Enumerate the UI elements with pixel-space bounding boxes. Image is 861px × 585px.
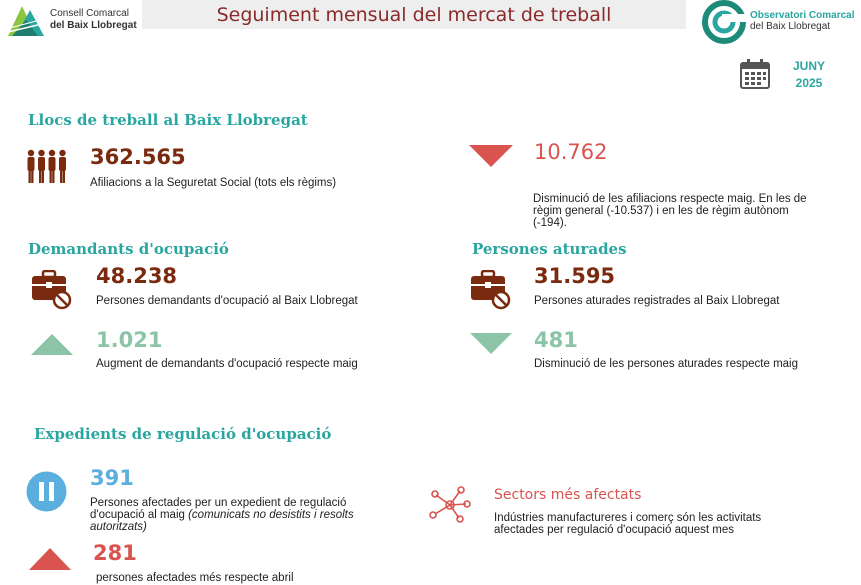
network-icon: [428, 486, 472, 524]
observatori-name-line2: del Baix Llobregat: [750, 21, 831, 32]
consell-logo: [6, 2, 136, 38]
page-title: Seguiment mensual del mercat de treball: [216, 4, 612, 26]
consell-name-line1: Consell Comarcal: [50, 8, 129, 19]
period-label: [786, 58, 832, 92]
period-year: 2025: [795, 76, 823, 90]
llocs-value: 362.565: [90, 145, 186, 169]
observatori-name-line1: Observatori Comarcal: [750, 10, 855, 21]
aturades-desc: Persones aturades registrades al Baix Llobregat: [534, 295, 780, 307]
calendar-icon: [739, 58, 771, 90]
section-title-llocs: Llocs de treball al Baix Llobregat: [28, 111, 308, 129]
ero-desc-main: Persones afectades per un expedient de regulació d'ocupació al maig: [90, 497, 347, 521]
demandants-desc: Persones demandants d'ocupació al Baix Llobregat: [96, 295, 358, 307]
briefcase-ban-icon: [470, 270, 512, 310]
ero-change-desc: persones afectades més respecte abril: [96, 572, 294, 584]
consell-logo-icon: [6, 2, 46, 38]
briefcase-ban-icon: [31, 270, 73, 310]
triangle-down-icon: [470, 333, 512, 354]
aturades-value: 31.595: [534, 264, 616, 288]
observatori-logo-icon: [702, 0, 746, 44]
aturades-change-value: 481: [534, 328, 578, 352]
ero-desc-note: (comunicats no desistits i resolts autoritzats): [90, 509, 354, 533]
people-icon: [26, 149, 68, 185]
triangle-up-icon: [29, 548, 71, 570]
triangle-down-icon: [469, 145, 513, 167]
aturades-change-desc: Disminució de les persones aturades respecte maig: [534, 358, 798, 370]
demandants-change-desc: Augment de demandants d'ocupació respecte maig: [96, 358, 358, 370]
sectors-title: Sectors més afectats: [494, 487, 642, 503]
triangle-up-icon: [31, 334, 73, 355]
demandants-value: 48.238: [96, 264, 178, 288]
period-month: JUNY: [792, 59, 825, 73]
llocs-change-desc: Disminució de les afiliacions respecte maig. En les de règim general (-10.537) i en les de règim autònom (-194).: [533, 193, 807, 229]
ero-desc: [90, 497, 390, 533]
ero-value: 391: [90, 466, 134, 490]
section-title-ero: Expedients de regulació d'ocupació: [34, 425, 332, 443]
demandants-change-value: 1.021: [96, 328, 163, 352]
observatori-logo: [700, 0, 860, 44]
pause-icon: [26, 471, 67, 512]
llocs-change-value: 10.762: [534, 140, 608, 164]
llocs-desc: Afiliacions a la Seguretat Social (tots els règims): [90, 177, 337, 189]
section-title-aturades: Persones aturades: [472, 240, 627, 258]
section-title-demandants: Demandants d'ocupació: [28, 240, 229, 258]
sectors-desc: Indústries manufactureres i comerç són les activitats afectades per regulació d'ocupació aquest mes: [494, 512, 762, 536]
ero-change-value: 281: [93, 541, 137, 565]
consell-name-line2: del Baix Llobregat: [50, 20, 137, 31]
